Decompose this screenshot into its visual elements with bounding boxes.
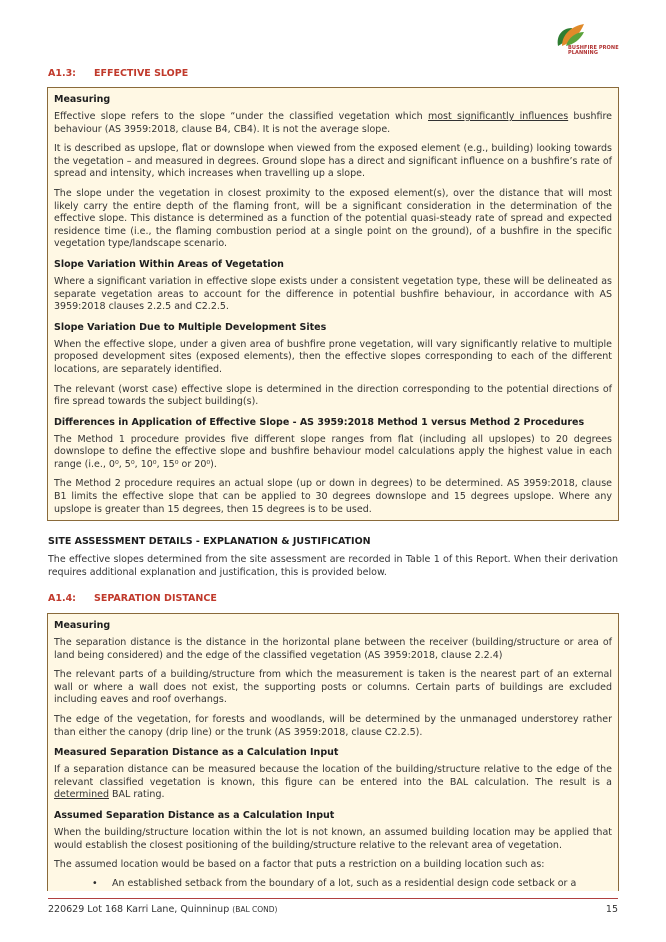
section-a14-heading [48, 593, 217, 604]
separation-p1: The separation distance is the distance in the horizontal plane between the receiver (building/structure or area of land being considered) and the edge of the classified vegetation (AS 3959:2018, clause 2.2.4) [54, 637, 612, 661]
effective-slope-p7: The Method 1 procedure provides five different slope ranges from flat (including all upslopes) to 20 degrees downslope to define the effective slope and bushfire behaviour model calculations apply the highest value in each range (i.e., 0⁰, 5⁰, 10⁰, 15⁰ or 20⁰). [54, 433, 612, 470]
section-a14-number: A1.4: [48, 593, 76, 604]
site-assessment-text: The effective slopes determined from the site assessment are recorded in Table 1 of this Report. When their derivation requires additional explanation and justification, this is provided below. [48, 554, 618, 578]
footer-doc-type: (BAL COND) [232, 905, 278, 914]
assumed-distance-heading: Assumed Separation Distance as a Calculation Input [54, 809, 335, 821]
bullet-icon: • [92, 877, 98, 889]
separation-p2: The relevant parts of a building/structure from which the measurement is taken is the nearest part of an external wall or where a wall does not exist, the supporting posts or columns. Certain parts of buildings are excluded including eaves and roof overhangs. [54, 669, 612, 706]
bushfire-prone-planning-logo [554, 22, 619, 62]
bullet-text: An established setback from the boundary of a lot, such as a residential design code setback or a [112, 877, 577, 889]
effective-slope-p3: The slope under the vegetation in closest proximity to the exposed element(s), over the distance that will most likely carry the entire depth of the flaming front, will be a significant consideration in the determination of the effective slope. This distance is determined as a function of the potential quasi-steady rate of spread and expected residence time (i.e., the flaming combustion period at a single point on the ground), of a bushfire in the specific vegetation type/landscape scenario. [54, 187, 612, 250]
footer-document-id: 220629 Lot 168 Karri Lane, Quinninup (BAL COND) [48, 904, 278, 915]
measured-distance-heading: Measured Separation Distance as a Calculation Input [54, 747, 339, 759]
separation-p4: If a separation distance can be measured because the location of the building/structure relative to the edge of the relevant classified vegetation is known, this figure can be entered into the BAL calculation. The result is a determined BAL rating. [54, 764, 612, 801]
separation-distance-box [47, 613, 619, 891]
effective-slope-p1: Effective slope refers to the slope “under the classified vegetation which most significantly influences bushfire behaviour (AS 3959:2018, clause B4, CB4). It is not the average slope. [54, 111, 612, 135]
underlined-text: determined [54, 789, 109, 801]
effective-slope-box [47, 87, 619, 521]
separation-p6: The assumed location would be based on a factor that puts a restriction on a building location such as: [54, 859, 545, 871]
slope-variation-heading: Slope Variation Within Areas of Vegetation [54, 258, 284, 270]
bullet-item [92, 878, 612, 891]
section-a13-title: EFFECTIVE SLOPE [94, 68, 189, 79]
measuring-heading: Measuring [54, 94, 111, 105]
section-a13-heading [48, 68, 188, 79]
effective-slope-p2: It is described as upslope, flat or downslope when viewed from the exposed element (e.g., building) looking towards the vegetation – and measured in degrees. Ground slope has a direct and significant influence on a bushfire’s rate of spread and intensity, which increases when travelling up a slope. [54, 143, 612, 180]
underlined-text: most significantly influences [427, 111, 569, 122]
section-a14-title: SEPARATION DISTANCE [94, 593, 217, 604]
effective-slope-p5: When the effective slope, under a given area of bushfire prone vegetation, will vary significantly relative to multiple proposed development sites (exposed elements), then the effective slopes corresponding to each of the different locations, are separately identified. [54, 338, 612, 375]
logo-text-line2: PLANNING [568, 50, 599, 56]
effective-slope-p6: The relevant (worst case) effective slope is determined in the direction corresponding to the potential directions of fire spread towards the subject building(s). [54, 383, 612, 408]
effective-slope-p8: The Method 2 procedure requires an actual slope (up or down in degrees) to be determined. AS 3959:2018, clause B1 limits the effective slope that can be applied to 30 degrees downslope and 15 degrees upslope. Where any upslope is greater than 15 degrees, then 15 degrees is to be used. [54, 478, 612, 515]
footer-divider [48, 898, 618, 899]
effective-slope-p4: Where a significant variation in effective slope exists under a consistent vegetation type, these will be delineated as separate vegetation areas to account for the difference in potential bushfire behaviour, in accordance with AS 3959:2018 clauses 2.2.5 and C2.2.5. [54, 275, 612, 313]
multiple-sites-heading: Slope Variation Due to Multiple Development Sites [54, 321, 327, 333]
page-number: 15 [605, 904, 618, 915]
site-assessment-heading: SITE ASSESSMENT DETAILS - EXPLANATION & JUSTIFICATION [48, 536, 371, 547]
separation-p5: When the building/structure location within the lot is not known, an assumed building location may be applied that would establish the closest positioning of the building/structure relative to the relevant area of vegetation. [54, 826, 612, 851]
method-differences-heading: Differences in Application of Effective Slope - AS 3959:2018 Method 1 versus Method 2 Procedures [54, 416, 585, 428]
logo-text-line1: BUSHFIRE PRONE [568, 45, 619, 51]
separation-p3: The edge of the vegetation, for forests and woodlands, will be determined by the unmanaged understorey rather than either the canopy (drip line) or the trunk (AS 3959:2018, clause C2.2.5). [54, 713, 612, 738]
section-a13-number: A1.3: [48, 68, 76, 79]
measuring-heading: Measuring [54, 620, 111, 631]
